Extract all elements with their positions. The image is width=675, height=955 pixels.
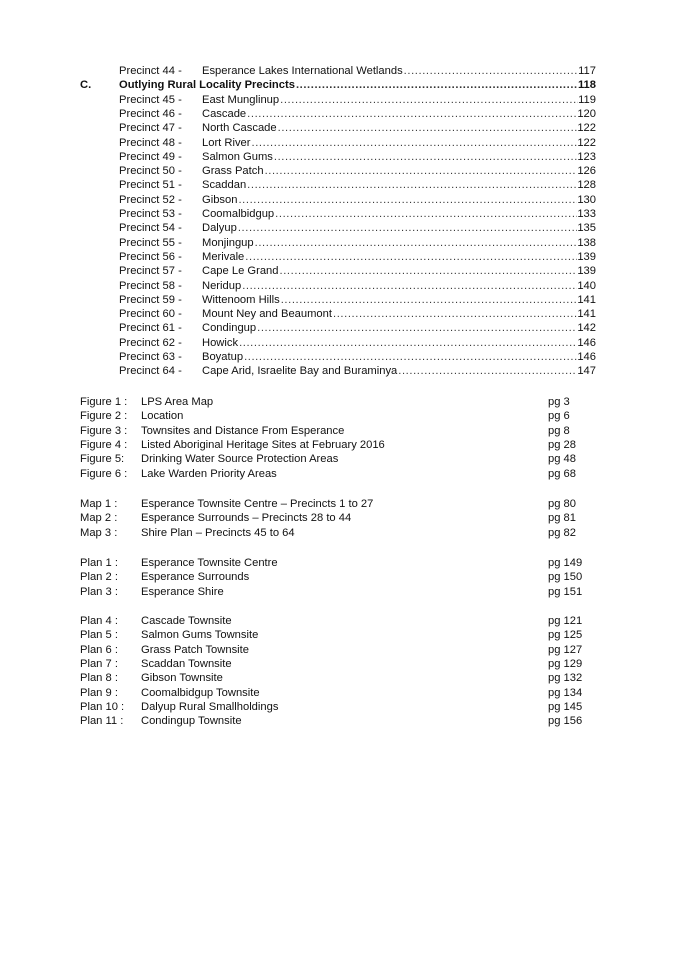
entry-page-number: 142 [577,322,596,335]
entry-leader-line [202,150,596,164]
entry-title: Townsites and Distance From Esperance [141,424,345,437]
toc-entry[interactable] [80,93,596,107]
entry-leader-line [202,250,596,264]
section-title: Outlying Rural Locality Precincts [119,79,295,92]
list-entry[interactable] [80,714,600,728]
entry-title: Shire Plan – Precincts 45 to 64 [141,526,295,539]
entry-label: Precinct 52 - [119,193,182,206]
entry-label: Precinct 50 - [119,165,182,178]
entry-page-number: 133 [577,208,596,220]
list-entry[interactable] [80,438,600,452]
entry-leader-line [202,107,596,121]
entry-leader-line [202,93,596,107]
entry-page-number: pg 151 [548,585,583,598]
list-entry[interactable] [80,671,600,685]
entry-title: Salmon Gums Townsite [141,629,259,642]
section-letter: C. [80,79,92,92]
entry-title: Esperance Townsite Centre [141,557,278,569]
entry-title: Esperance Shire [141,585,224,598]
list-entry[interactable] [80,657,600,671]
entry-title: Condingup [202,322,257,335]
entry-page-number: 146 [577,351,596,363]
dot-leader [252,136,578,150]
entry-title: Listed Aboriginal Heritage Sites at February 2016 [141,438,385,451]
entry-title: Esperance Surrounds – Precincts 28 to 44 [141,512,352,525]
entry-page-number: pg 6 [548,410,570,423]
dot-leader [255,236,578,250]
entry-label: Precinct 55 - [119,236,182,249]
entry-page-number: pg 127 [548,643,583,656]
entry-title: Esperance Lakes International Wetlands [202,65,403,77]
entry-leader-line [202,336,596,350]
dot-leader [398,364,577,378]
entry-label: Plan 4 : [80,615,118,627]
toc-entry[interactable] [80,178,596,192]
entry-page-number: 119 [578,93,596,106]
list-entry[interactable] [80,700,600,714]
toc-entry[interactable] [80,107,596,121]
entry-label: Precinct 46 - [119,107,182,120]
entry-title: Coomalbidgup [202,208,275,220]
toc-entry[interactable] [80,307,596,321]
entry-label: Precinct 53 - [119,208,182,220]
entry-leader-line [202,178,596,192]
section-heading-c[interactable] [80,78,596,92]
entry-label: Precinct 44 - [119,65,182,77]
entry-title: Cascade Townsite [141,615,232,627]
entry-leader-line [202,207,596,221]
entry-page-number: 128 [577,179,596,192]
list-entry[interactable] [80,643,600,657]
entry-leader-line [202,221,596,235]
entry-title: Salmon Gums [202,150,273,163]
entry-page-number: 140 [577,279,596,292]
toc-entry[interactable] [80,236,596,250]
entry-page-number: pg 48 [548,453,576,466]
entry-title: Lort River [202,136,251,149]
entry-title: North Cascade [202,122,277,135]
entry-title: Monjingup [202,236,254,249]
toc-entry[interactable] [80,64,596,78]
entry-title: Cape Le Grand [202,265,279,278]
entry-page-number: pg 125 [548,629,583,642]
list-entry[interactable] [80,570,600,584]
toc-entry[interactable] [80,264,596,278]
entry-title: Esperance Townsite Centre – Precincts 1 to 27 [141,498,374,510]
dot-leader [239,336,577,350]
list-entry[interactable] [80,686,600,700]
dot-leader [247,178,577,192]
toc-entry[interactable] [80,336,596,350]
entry-label: Precinct 60 - [119,308,182,321]
list-entry[interactable] [80,497,600,511]
entry-leader-line [202,164,596,178]
entry-label: Precinct 54 - [119,222,182,235]
entry-page-number: pg 156 [548,715,583,728]
entry-page-number: 117 [578,65,596,77]
entry-label: Figure 4 : [80,438,128,451]
entry-title: Dalyup Rural Smallholdings [141,700,279,713]
toc-entry[interactable] [80,279,596,293]
list-entry[interactable] [80,511,600,525]
entry-page-number: pg 81 [548,512,576,525]
entry-page-number: pg 82 [548,526,576,539]
entry-leader-line [202,64,596,78]
toc-entry[interactable] [80,221,596,235]
entry-page-number: pg 8 [548,424,570,437]
entry-leader-line [202,293,596,307]
entry-label: Figure 3 : [80,424,128,437]
entry-label: Precinct 48 - [119,136,182,149]
entry-page-number: 135 [577,222,596,235]
entry-label: Precinct 63 - [119,351,182,363]
entry-page-number: pg 134 [548,686,583,699]
entry-title: Location [141,410,184,423]
toc-entry[interactable] [80,350,596,364]
dot-leader [242,279,577,293]
entry-page-number: 123 [577,150,596,163]
list-entry[interactable] [80,614,600,628]
dot-leader [245,250,577,264]
entry-label: Plan 6 : [80,643,118,656]
entry-label: Precinct 58 - [119,279,182,292]
entry-page-number: pg 121 [548,615,583,627]
entry-title: Lake Warden Priority Areas [141,467,277,480]
list-entry[interactable] [80,424,600,438]
entry-title: Gibson [202,193,238,206]
dot-leader [280,93,578,107]
entry-page-number: 138 [577,236,596,249]
entry-label: Figure 2 : [80,410,128,423]
entry-leader-line [202,307,596,321]
entry-title: Boyatup [202,351,244,363]
toc-entry[interactable] [80,207,596,221]
toc-entry[interactable] [80,121,596,135]
entry-label: Figure 1 : [80,396,128,408]
entry-label: Precinct 57 - [119,265,182,278]
list-entry[interactable] [80,628,600,642]
entry-page-number: pg 68 [548,467,576,480]
entry-title: Dalyup [202,222,237,235]
entry-title: Cascade [202,107,247,120]
entry-page-number: pg 80 [548,498,576,510]
entry-leader-line [202,350,596,364]
list-entry[interactable] [80,452,600,466]
entry-page-number: 122 [577,136,596,149]
dot-leader [244,350,577,364]
entry-title: Drinking Water Source Protection Areas [141,453,339,466]
entry-label: Plan 5 : [80,629,118,642]
entry-page-number: pg 3 [548,396,570,408]
entry-leader-line [202,193,596,207]
entry-page-number: 120 [577,107,596,120]
toc-entry[interactable] [80,193,596,207]
list-entry[interactable] [80,467,600,481]
entry-page-number: pg 129 [548,657,583,670]
entry-page-number: 141 [577,308,596,321]
entry-label: Map 2 : [80,512,118,525]
section-page-number: 118 [577,79,596,92]
entry-leader-line [202,136,596,150]
entry-page-number: 147 [577,365,596,378]
entry-label: Plan 10 : [80,700,125,713]
entry-leader-line [202,236,596,250]
entry-title: Scaddan [202,179,247,192]
entry-label: Precinct 64 - [119,365,182,378]
toc-entry[interactable] [80,250,596,264]
toc-entry[interactable] [80,136,596,150]
entry-page-number: pg 132 [548,672,583,685]
entry-title: LPS Area Map [141,396,214,408]
entry-page-number: 122 [577,122,596,135]
entry-title: Cape Arid, Israelite Bay and Buraminya [202,365,398,378]
entry-label: Plan 9 : [80,686,118,699]
entry-page-number: pg 28 [548,438,576,451]
entry-page-number: 139 [577,250,596,263]
dot-leader [275,207,577,221]
entry-title: Condingup Townsite [141,715,242,728]
list-entry[interactable] [80,409,600,423]
toc-entry[interactable] [80,150,596,164]
toc-entry[interactable] [80,293,596,307]
entry-label: Precinct 51 - [119,179,182,192]
entry-leader-line [202,321,596,335]
entry-label: Precinct 62 - [119,336,182,349]
entry-leader-line [202,264,596,278]
entry-label: Plan 3 : [80,585,118,598]
entry-label: Precinct 56 - [119,250,182,263]
entry-page-number: pg 150 [548,571,583,584]
toc-entry[interactable] [80,321,596,335]
dot-leader [281,293,578,307]
entry-label: Plan 11 : [80,715,124,728]
entry-label: Map 1 : [80,498,118,510]
dot-leader [404,64,578,78]
dot-leader [280,264,578,278]
entry-label: Figure 6 : [80,467,128,480]
entry-leader-line [202,279,596,293]
entry-leader-line [202,121,596,135]
dot-leader [274,150,577,164]
dot-leader [257,321,577,335]
list-entry[interactable] [80,585,600,599]
entry-title: Grass Patch [202,165,264,178]
entry-label: Plan 8 : [80,672,118,685]
entry-page-number: 130 [577,193,596,206]
entry-leader-line [202,364,596,378]
list-entry[interactable] [80,526,600,540]
entry-page-number: 146 [577,336,596,349]
dot-leader [238,193,577,207]
entry-label: Plan 1 : [80,557,118,569]
entry-title: East Munglinup [202,93,280,106]
entry-label: Precinct 49 - [119,150,182,163]
list-entry[interactable] [80,395,600,409]
entry-label: Precinct 59 - [119,293,182,306]
entry-title: Mount Ney and Beaumont [202,308,332,321]
entry-page-number: 126 [577,165,596,178]
entry-leader-line [119,78,596,92]
entry-title: Merivale [202,250,245,263]
entry-label: Plan 7 : [80,657,118,670]
entry-label: Plan 2 : [80,571,118,584]
entry-title: Howick [202,336,239,349]
dot-leader [265,164,578,178]
entry-page-number: 141 [577,293,596,306]
entry-title: Esperance Surrounds [141,571,250,584]
entry-label: Precinct 47 - [119,122,182,135]
dot-leader [278,121,578,135]
dot-leader [247,107,577,121]
entry-title: Grass Patch Townsite [141,643,249,656]
entry-label: Figure 5: [80,453,125,466]
entry-title: Coomalbidgup Townsite [141,686,260,699]
entry-page-number: pg 145 [548,700,583,713]
entry-label: Precinct 45 - [119,93,182,106]
entry-page-number: 139 [577,265,596,278]
entry-title: Gibson Townsite [141,672,223,685]
toc-entry[interactable] [80,164,596,178]
entry-page-number: pg 149 [548,557,583,569]
toc-entry[interactable] [80,364,596,378]
entry-label: Map 3 : [80,526,118,539]
entry-title: Wittenoom Hills [202,293,280,306]
entry-label: Precinct 61 - [119,322,182,335]
dot-leader [296,78,578,92]
entry-title: Scaddan Townsite [141,657,232,670]
dot-leader [333,307,577,321]
list-entry[interactable] [80,556,600,570]
dot-leader [238,221,578,235]
entry-title: Neridup [202,279,242,292]
